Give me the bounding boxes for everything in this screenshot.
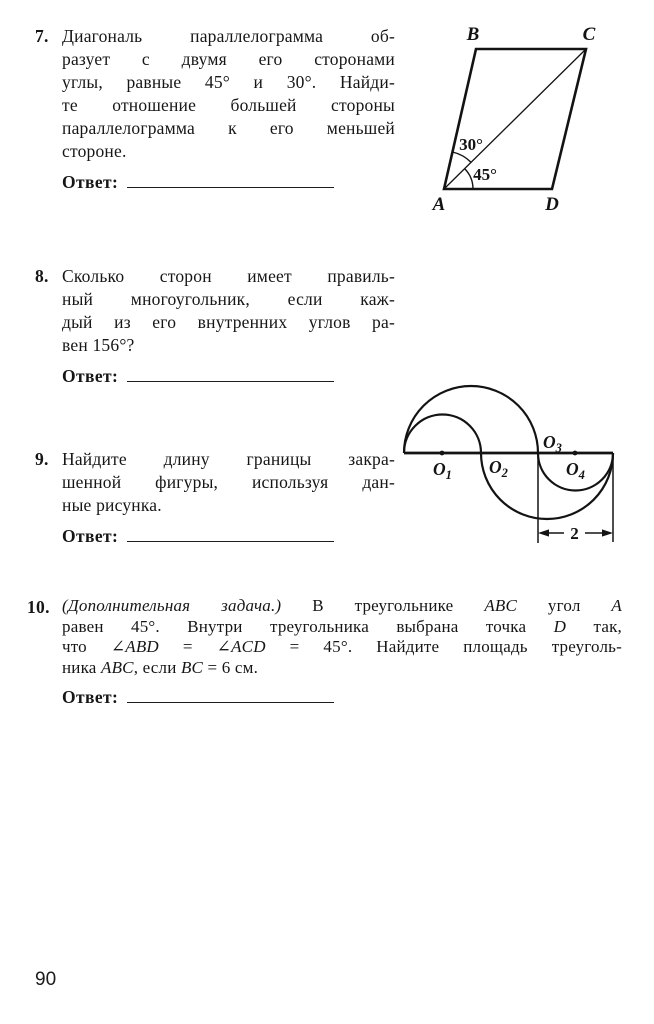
text-line: дый из его внутренних углов ра- <box>62 312 395 332</box>
problem-8-text <box>62 265 395 357</box>
problem-7 <box>0 25 654 222</box>
problem-8 <box>0 265 654 391</box>
text-line: стороне. <box>62 141 127 161</box>
text-line: параллелограмма к его меньшей <box>62 118 395 138</box>
dimension-arrow-left <box>538 529 549 536</box>
upper-small-semicircle <box>404 415 481 454</box>
center-label-o3: $O_3$ <box>543 432 562 455</box>
center-label-o2: $O_2$ <box>489 457 508 480</box>
angle-label-45: 45° <box>473 165 497 184</box>
problem-8-number: 8. <box>35 266 49 286</box>
text-line: что ∠ABD = ∠ACD = 45°. Найдите площадь треуголь- <box>62 637 622 656</box>
angle-arc-45 <box>465 169 473 189</box>
text-line: те отношение большей стороны <box>62 95 395 115</box>
vertex-label-a: A <box>432 194 446 215</box>
answer-label: Ответ: <box>62 687 119 707</box>
center-dot-o4 <box>573 451 578 456</box>
problem-7-number: 7. <box>35 26 49 46</box>
problem-10-answer-row <box>62 685 654 712</box>
diagonal-ac <box>444 49 586 189</box>
problem-7-text <box>62 25 395 163</box>
text-line: ные рисунка. <box>62 495 162 515</box>
dimension-label: 2 <box>570 524 579 543</box>
text-line: Сколько сторон имеет правиль- <box>62 266 395 286</box>
semicircles-figure <box>396 380 628 552</box>
dimension-arrow-right <box>602 529 613 536</box>
problem-10-number: 10. <box>27 597 50 617</box>
text-line: ный многоугольник, если каж- <box>62 289 395 309</box>
problem-9-number: 9. <box>35 449 49 469</box>
problem-9-text <box>62 448 395 517</box>
problem-10 <box>0 596 654 712</box>
answer-label: Ответ: <box>62 366 119 386</box>
answer-blank <box>127 528 334 542</box>
answer-label: Ответ: <box>62 526 119 546</box>
text-line: разует с двумя его сторонами <box>62 49 395 69</box>
text-line: ника ABC, если BC = 6 см. <box>62 657 259 677</box>
text-line: Диагональ параллелограмма об- <box>62 26 395 46</box>
text-line: Найдите длину границы закра- <box>62 449 395 469</box>
problem-10-text <box>62 596 622 678</box>
vertex-label-d: D <box>545 194 559 215</box>
answer-label: Ответ: <box>62 172 119 192</box>
text-line: (Дополнительная задача.) В треугольнике ABC угол A <box>62 596 623 615</box>
text-line: шенной фигуры, используя дан- <box>62 472 395 492</box>
problem-9 <box>0 432 654 560</box>
answer-blank <box>127 689 334 703</box>
text-line: вен 156°? <box>62 335 135 355</box>
vertex-label-b: B <box>466 24 480 45</box>
page-number: 90 <box>35 969 57 990</box>
answer-blank <box>127 368 334 382</box>
problem-8-stem <box>0 265 654 357</box>
text-line: углы, равные 45° и 30°. Найди- <box>62 72 395 92</box>
text-line: равен 45°. Внутри треугольника выбрана точка D так, <box>62 616 622 636</box>
angle-label-30: 30° <box>459 135 483 154</box>
answer-blank <box>127 174 334 188</box>
center-dot-o1 <box>440 451 445 456</box>
parallelogram-figure <box>426 19 621 219</box>
problem-10-stem <box>0 596 654 678</box>
center-label-o1: $O_1$ <box>433 459 452 482</box>
vertex-label-c: C <box>582 24 596 45</box>
center-label-o4: $O_4$ <box>566 459 585 482</box>
